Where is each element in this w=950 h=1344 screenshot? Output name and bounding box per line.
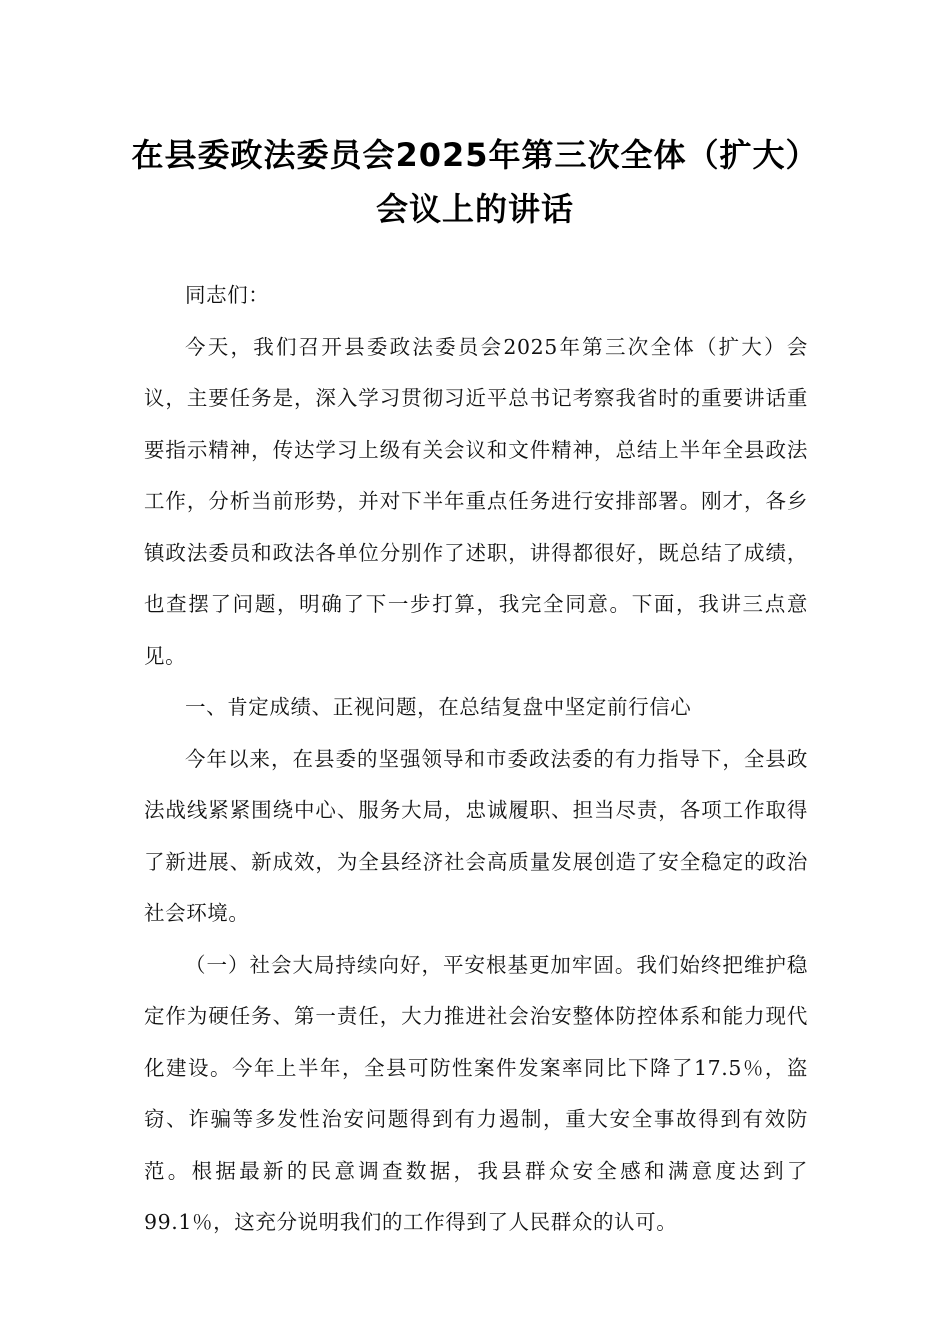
document-title: 在县委政法委员会2025年第三次全体（扩大）会议上的讲话 [131, 136, 819, 228]
paragraph-achievements: 今年以来，在县委的坚强领导和市委政法委的有力指导下，全县政法战线紧紧围绕中心、服务大局，忠诚履职、担当尽责，各项工作取得了新进展、新成效，为全县经济社会高质量发展创造了安全稳定的政治社会环境。 [144, 746, 808, 925]
section-heading-1: 一、肯定成绩、正视问题，在总结复盘中坚定前行信心 [185, 695, 692, 719]
paragraph-intro: 今天，我们召开县委政法委员会2025年第三次全体（扩大）会议，主要任务是，深入学习贯彻习近平总书记考察我省时的重要讲话重要指示精神，传达学习上级有关会议和文件精神，总结上半年全县政法工作，分析当前形势，并对下半年重点任务进行安排部署。刚才，各乡镇政法委员和政法各单位分别作了述职，讲得都很好，既总结了成绩，也查摆了问题，明确了下一步打算，我完全同意。下面，我讲三点意见。 [144, 334, 808, 668]
document-body [144, 270, 808, 1249]
salutation: 同志们： [185, 283, 270, 307]
paragraph-subsection-1: （一）社会大局持续向好，平安根基更加牢固。我们始终把维护稳定作为硬任务、第一责任，大力推进社会治安整体防控体系和能力现代化建设。今年上半年，全县可防性案件发案率同比下降了17.5％，盗窃、诈骗等多发性治安问题得到有力遏制，重大安全事故得到有效防范。根据最新的民意调查数据，我县群众安全感和满意度达到了99.1％，这充分说明我们的工作得到了人民群众的认可。 [144, 952, 808, 1234]
